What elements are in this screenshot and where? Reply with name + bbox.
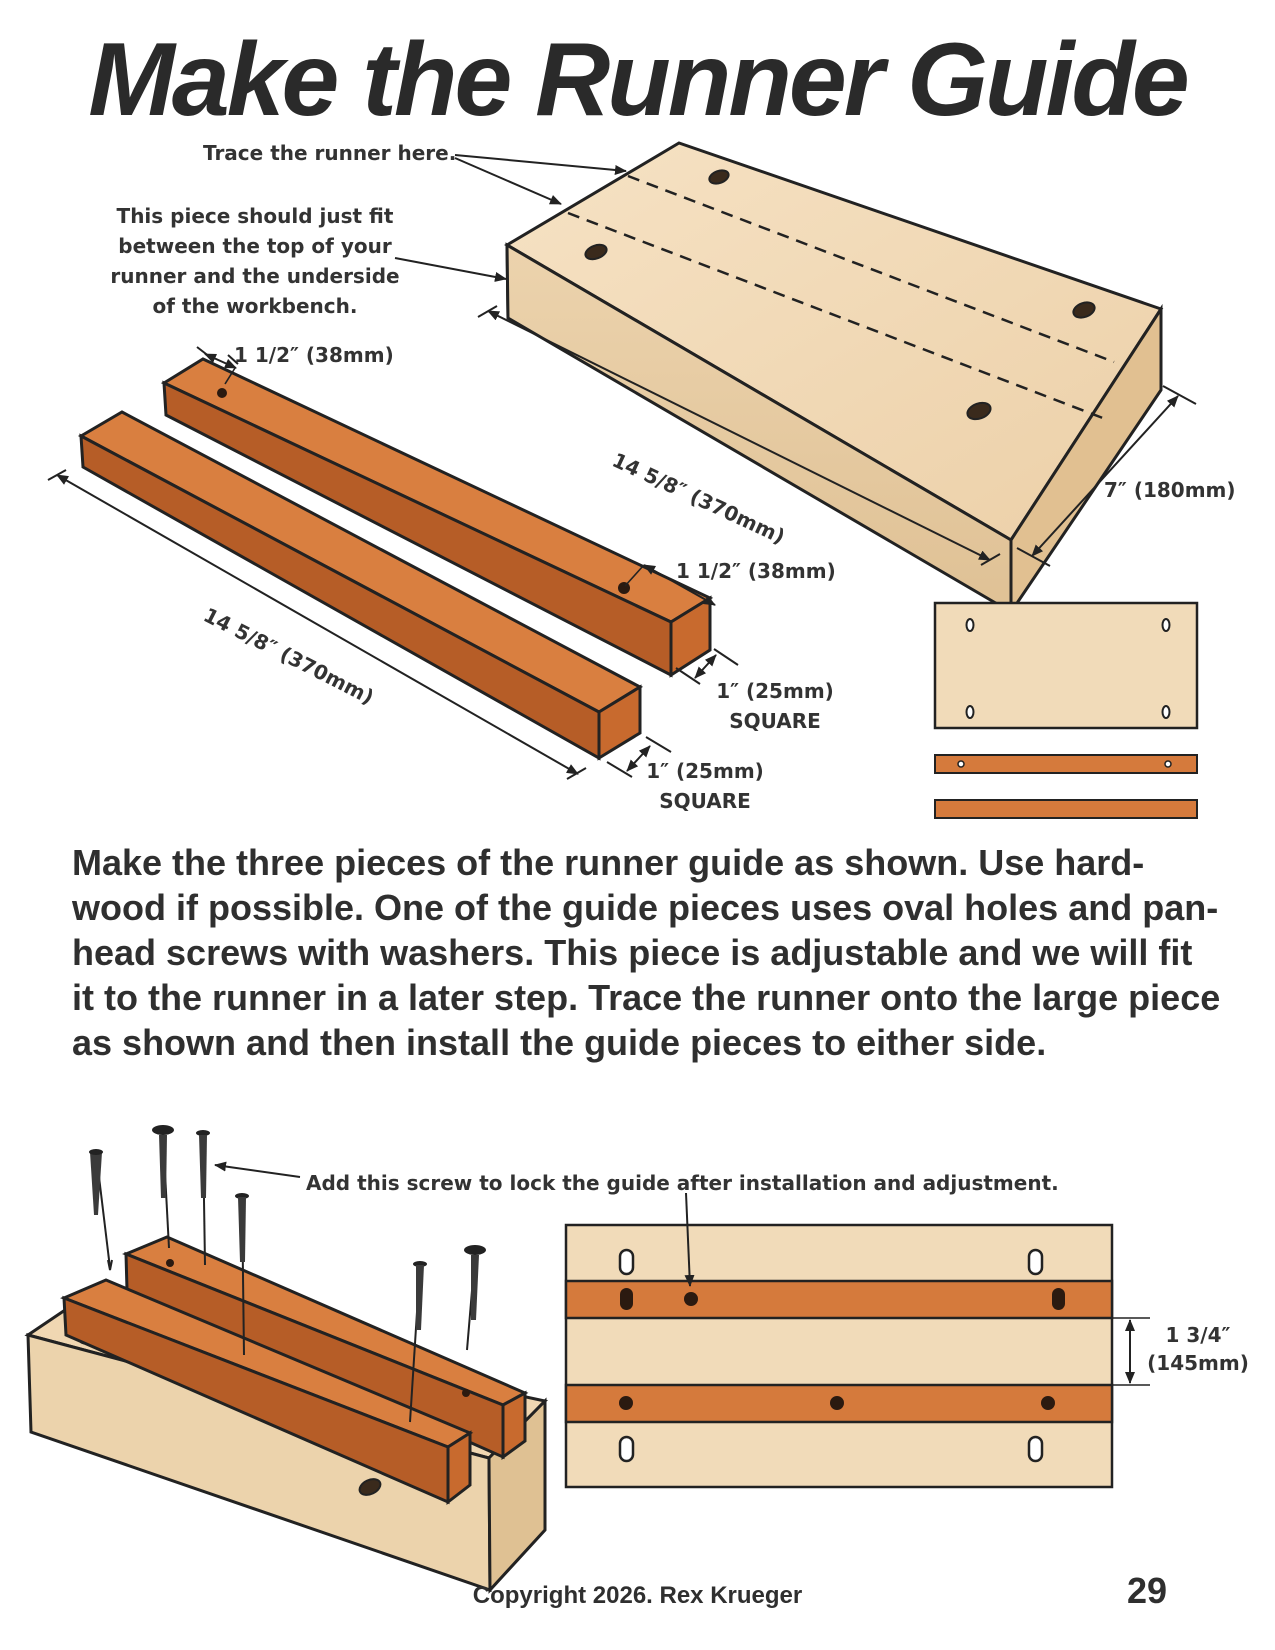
guide-length-label: 14 5/8″ (370mm): [199, 602, 378, 710]
base-width-label: 7″ (180mm): [1104, 478, 1236, 502]
square-size-label: [645, 756, 765, 816]
hole-spacing-label: 1 1/2″ (38mm): [234, 343, 394, 367]
guide-gap-value: 1 3/4″: [1165, 1323, 1231, 1347]
fit-callout-line: between the top of your: [118, 234, 392, 258]
fit-callout: [110, 201, 400, 321]
fit-callout-line: runner and the underside: [110, 264, 400, 288]
page-title: Make the Runner Guide: [88, 22, 1187, 138]
square-size-value: 1″ (25mm): [716, 679, 834, 703]
fit-callout-line: of the workbench.: [152, 294, 358, 318]
assembly-3d: [28, 1237, 545, 1590]
screw-icon: [464, 1245, 486, 1350]
square-size-sub: SQUARE: [659, 789, 751, 813]
top-view-thumbnails: [935, 603, 1197, 818]
instructions-paragraph: Make the three pieces of the runner guide as shown. Use hard-wood if possible. One of the guide pieces uses oval holes and pan-head screws with washers. This piece is adjustable and we will fit it to the runner in a later step. Trace the runner onto the large piece as shown and then install the guide pieces to either side.: [72, 842, 1221, 1063]
screw-icon: [89, 1149, 112, 1270]
screw-icon: [152, 1125, 174, 1248]
copyright-footer: Copyright 2026. Rex Krueger: [472, 1582, 803, 1609]
trace-callout: Trace the runner here.: [203, 141, 457, 165]
base-board-3d: [507, 143, 1161, 612]
installed-top-view: [566, 1193, 1150, 1487]
guide-gap-metric: (145mm): [1147, 1351, 1249, 1375]
lock-screw-callout: Add this screw to lock the guide after installation and adjustment.: [306, 1171, 1059, 1195]
guide-gap-label: [1143, 1321, 1253, 1377]
square-size-value: 1″ (25mm): [646, 759, 764, 783]
fit-callout-line: This piece should just fit: [116, 204, 394, 228]
square-size-label: [715, 676, 835, 736]
hole-spacing-label: 1 1/2″ (38mm): [676, 559, 836, 583]
screw-icon: [196, 1130, 210, 1265]
base-length-label: 14 5/8″ (370mm): [608, 447, 789, 549]
page-number: 29: [1126, 1570, 1167, 1611]
square-size-sub: SQUARE: [729, 709, 821, 733]
